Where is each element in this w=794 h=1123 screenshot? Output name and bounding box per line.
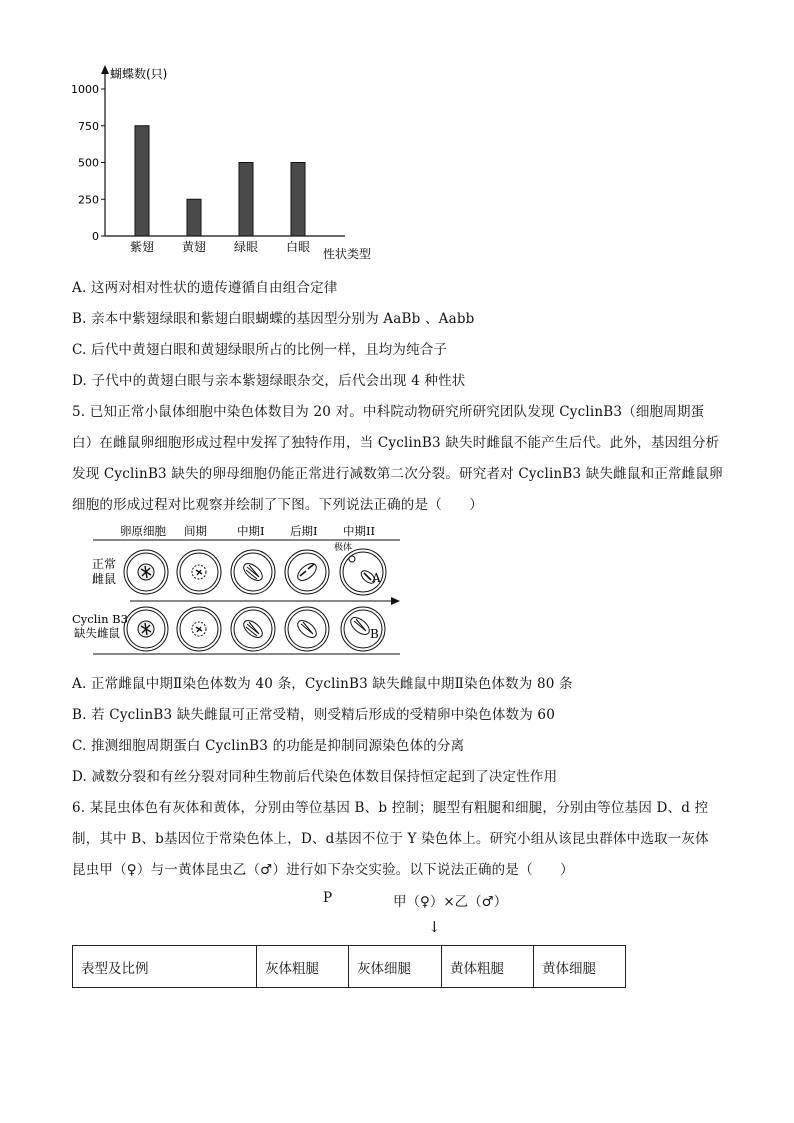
q4-option-c: C. 后代中黄翅白眼和黄翅绿眼所占的比例一样，且均为纯合子 <box>72 342 448 358</box>
q4-option-b: B. 亲本中紫翅绿眼和紫翅白眼蝴蝶的基因型分别为 AaBb 、Aabb <box>72 311 475 327</box>
row-label-mutant-2: 缺失雌鼠 <box>74 626 120 640</box>
table-cell: 灰体粗腿 <box>257 946 349 988</box>
x-tick-label: 黄翅 <box>181 240 207 254</box>
x-axis-label: 性状类型 <box>323 247 372 261</box>
y-axis-label: 蝴蝶数(只) <box>110 67 168 81</box>
result-table <box>72 945 626 988</box>
table-row <box>73 946 626 988</box>
bar-1 <box>187 199 201 236</box>
y-tick-label: 0 <box>92 230 99 243</box>
label-b: B <box>370 627 379 641</box>
stage-label-metaphase-2: 中期II <box>343 524 376 538</box>
q6-stem-line-3: 昆虫甲（♀）与一黄体昆虫乙（♂）进行如下杂交实验。以下说法正确的是（ ） <box>72 862 574 878</box>
stage-label-anaphase-1: 后期I <box>290 524 318 538</box>
y-tick-label: 750 <box>78 119 99 133</box>
label-a: A <box>372 571 381 585</box>
stage-label-interphase: 间期 <box>184 524 207 538</box>
table-cell-header: 表型及比例 <box>73 946 257 988</box>
q5-stem-line-3: 发现 CyclinB3 缺失的卵母细胞仍能正常进行减数第二次分裂。研究者对 CyclinB3 缺失雌鼠和正常雌鼠卵 <box>72 466 723 482</box>
stage-label-metaphase-1: 中期I <box>237 524 265 538</box>
table-cell: 黄体细腿 <box>534 946 626 988</box>
x-tick-label: 白眼 <box>285 240 311 254</box>
polar-body-label: 极体 <box>334 543 353 553</box>
oocyte-division-diagram <box>70 520 405 660</box>
q6-stem-line-2: 制，其中 B、b基因位于常染色体上，D、d基因不位于 Y 染色体上。研究小组从该昆虫群体中选取一灰体 <box>72 831 709 847</box>
q5-stem-line-4: 细胞的形成过程对比观察并绘制了下图。下列说法正确的是（ ） <box>72 497 483 513</box>
y-axis-arrow <box>101 65 109 74</box>
table-cell: 灰体细腿 <box>349 946 442 988</box>
cross-parents: 甲（♀）×乙（♂） <box>393 894 508 910</box>
row-label-mutant-1: Cyclin B3 <box>72 612 128 626</box>
x-tick-label: 紫翅 <box>129 240 155 254</box>
y-tick-label: 250 <box>78 193 99 207</box>
y-tick-label: 1000 <box>71 83 99 96</box>
bar-3 <box>291 163 305 237</box>
y-tick-label: 500 <box>78 156 99 170</box>
cross-p-label: P <box>323 890 333 906</box>
q5-option-a: A. 正常雌鼠中期Ⅱ染色体数为 40 条，CyclinB3 缺失雌鼠中期Ⅱ染色体数为 80 条 <box>72 676 573 692</box>
bar-0 <box>135 126 149 236</box>
q5-option-d: D. 减数分裂和有丝分裂对同种生物前后代染色体数目保持恒定起到了决定性作用 <box>72 769 558 785</box>
q5-stem-line-2: 白）在雌鼠卵细胞形成过程中发挥了独特作用，当 CyclinB3 缺失时雌鼠不能产生后代。此外，基因组分析 <box>72 435 720 451</box>
q6-stem-line-1: 6. 某昆虫体色有灰体和黄体，分别由等位基因 B、b 控制；腿型有粗腿和细腿，分别由等位基因 D、d 控 <box>72 800 709 816</box>
stage-label-oogonium: 卵原细胞 <box>120 524 166 538</box>
q5-option-b: B. 若 CyclinB3 缺失雌鼠可正常受精，则受精后形成的受精卵中染色体数为 60 <box>72 707 556 723</box>
x-tick-label: 绿眼 <box>233 240 259 254</box>
table-cell: 黄体粗腿 <box>442 946 534 988</box>
row-label-normal-2: 雌鼠 <box>92 572 117 586</box>
q4-option-a: A. 这两对相对性状的遗传遵循自由组合定律 <box>72 280 338 296</box>
bar-2 <box>239 163 253 237</box>
q4-option-d: D. 子代中的黄翅白眼与亲本紫翅绿眼杂交，后代会出现 4 种性状 <box>72 373 466 389</box>
cross-arrow: ↓ <box>428 918 441 936</box>
q5-option-c: C. 推测细胞周期蛋白 CyclinB3 的功能是抑制同源染色体的分离 <box>72 738 465 754</box>
row-label-normal-1: 正常 <box>92 557 117 571</box>
butterfly-bar-chart <box>60 60 390 265</box>
q5-stem-line-1: 5. 已知正常小鼠体细胞中染色体数目为 20 对。中科院动物研究所研究团队发现 CyclinB3（细胞周期蛋 <box>72 404 705 420</box>
